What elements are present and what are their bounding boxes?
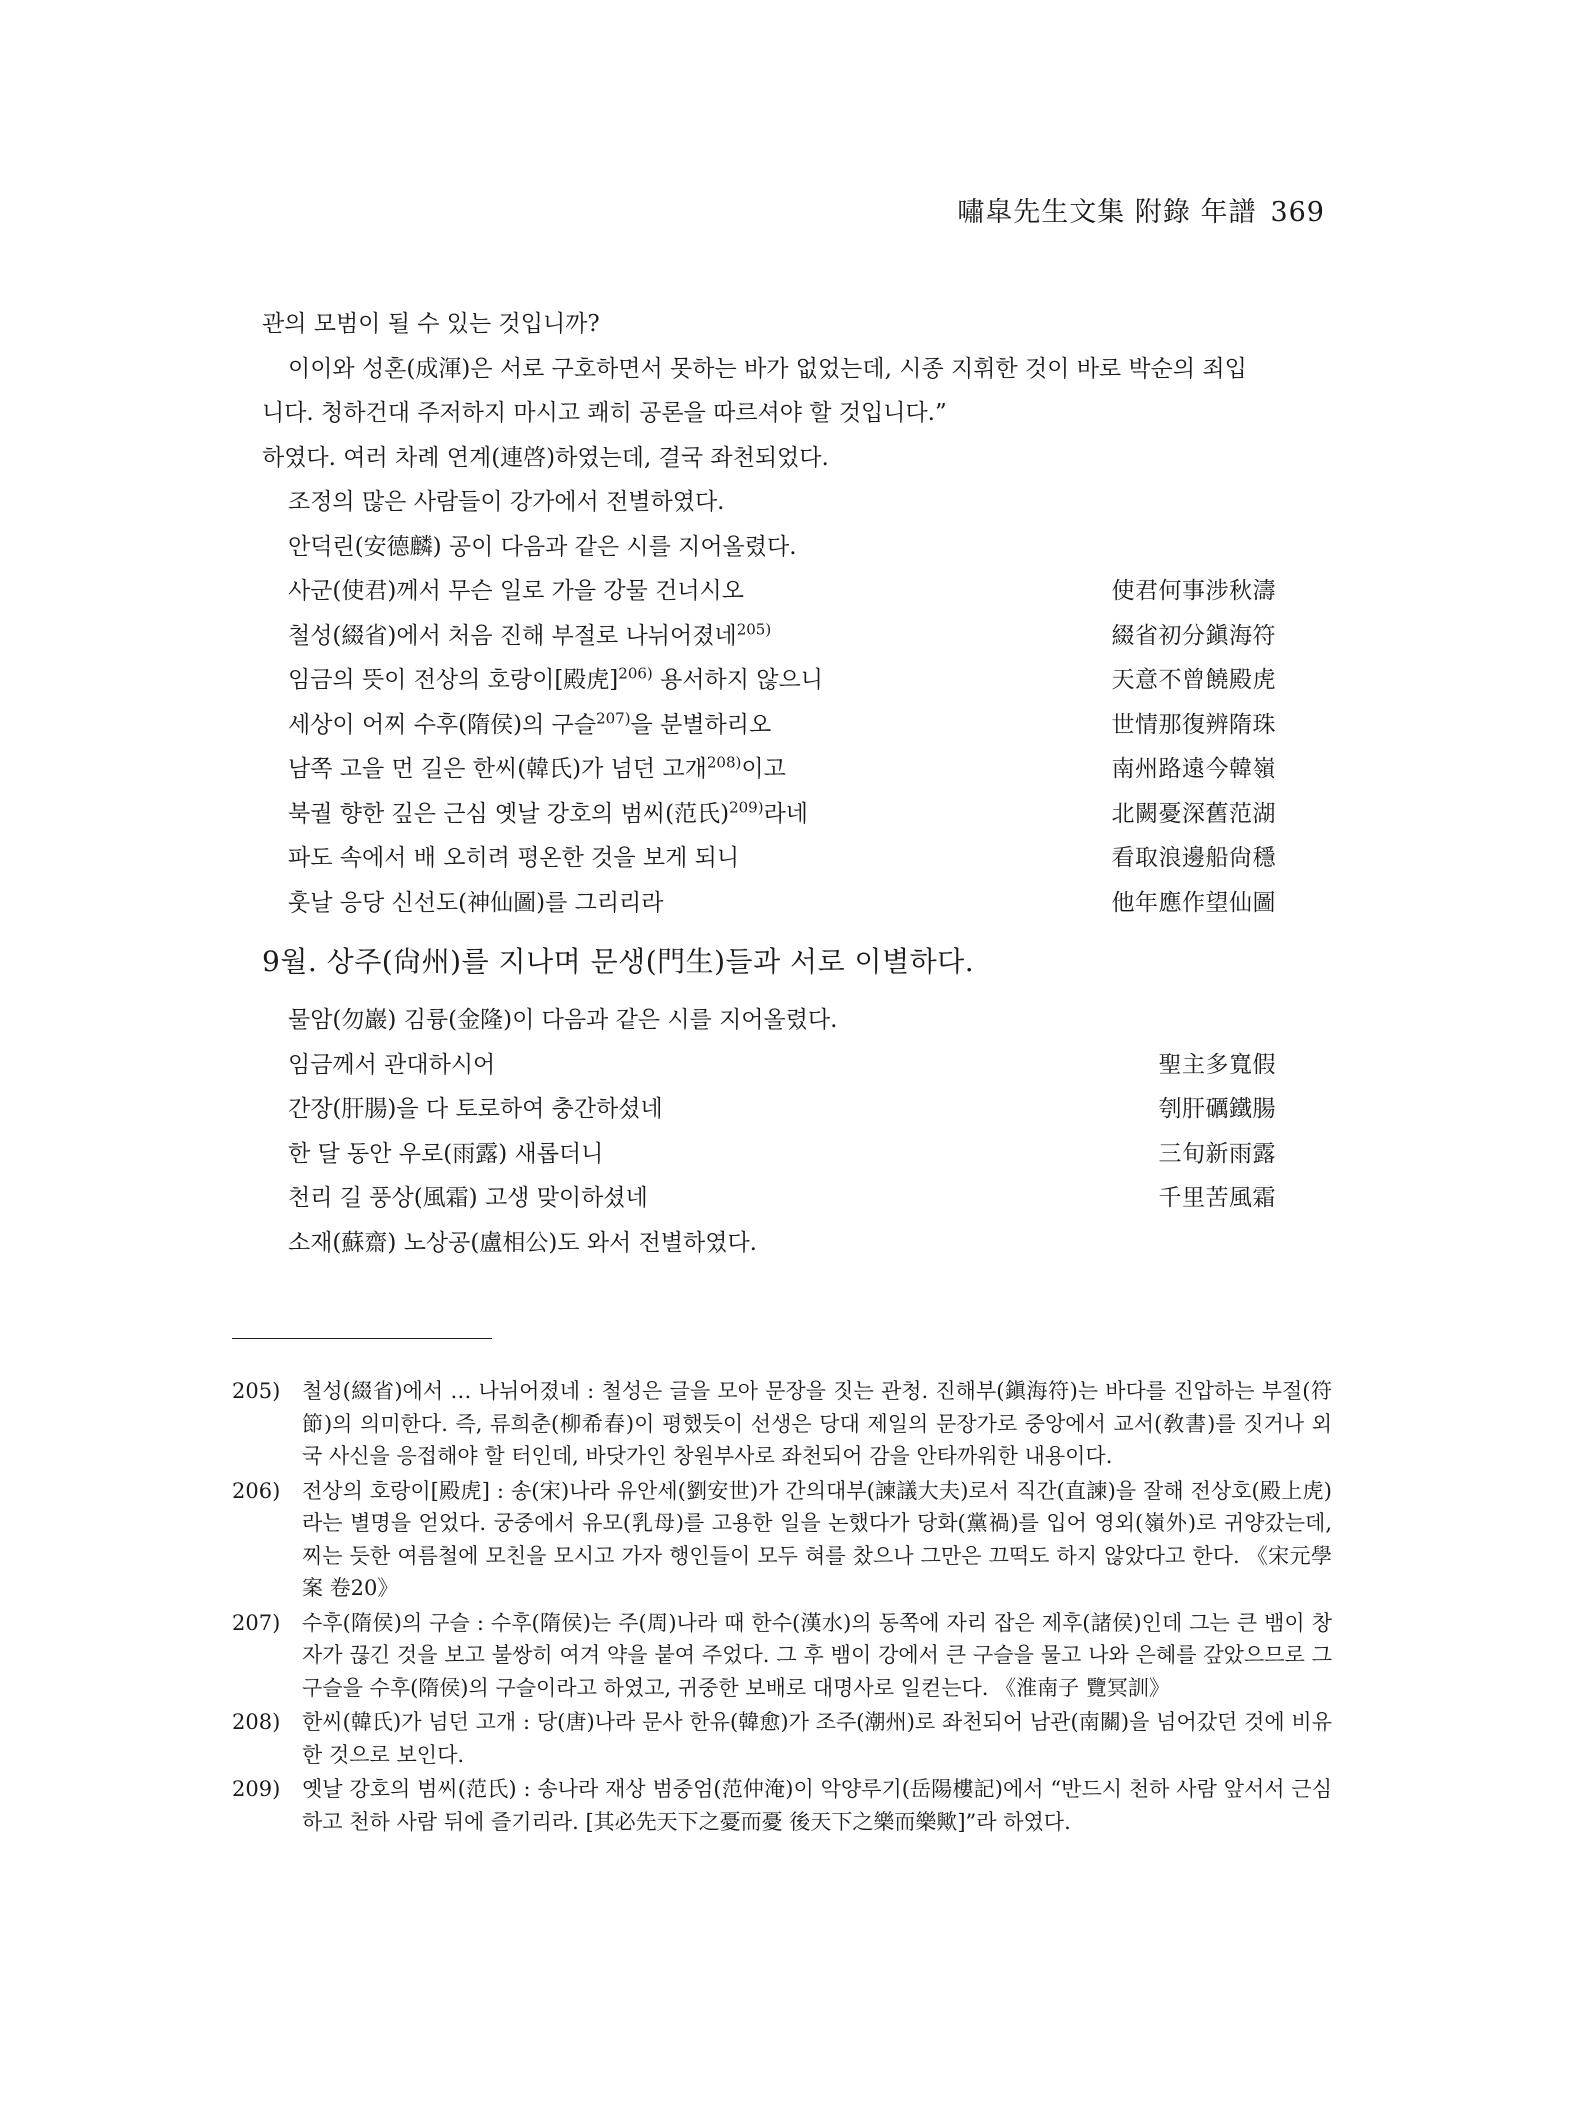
footnote-divider: [232, 1338, 492, 1339]
footnote-ref: 205): [736, 619, 772, 638]
footnote-text: 전상의 호랑이[殿虎] : 송(宋)나라 유안세(劉安世)가 간의대부(諫議大夫)로서 직간(直諫)을 잘해 전상호(殿上虎)라는 별명을 얻었다. 궁중에서 유모(乳母)를 고용한 일을 논했다가 당화(黨禍)를 입어 영외(嶺外)로 귀양갔는데, 찌는 듯한 여름철에 모친을 모시고 가자 행인들이 모두 혀를 찼으나 그만은 끄떡도 하지 않았다고 한다. 《宋元學案 卷20》: [302, 1478, 1332, 1600]
footnote-ref: 206): [618, 664, 653, 683]
poem-line-chinese: 看取浪邊船尙穩: [1111, 845, 1276, 871]
poem-2: [262, 1043, 1312, 1221]
poem-line-chinese: 刳肝礪鐵腸: [1158, 1096, 1276, 1122]
footnote-number: 206): [232, 1478, 281, 1503]
main-text-upper: [262, 302, 1312, 925]
footnotes: [232, 1375, 1332, 1840]
page-header: [957, 190, 1325, 229]
poem-line-chinese: 世情那復辨隋珠: [1111, 711, 1276, 738]
poem-line: 파도 속에서 배 오히려 평온한 것을 보게 되니 看取浪邊船尙穩: [262, 836, 1312, 881]
poem-line-chinese: 北闕憂深舊范湖: [1111, 800, 1276, 827]
footnote-number: 205): [232, 1379, 281, 1403]
footnote-ref: 207): [596, 708, 631, 727]
paragraph: 이이와 성혼(成渾)은 서로 구호하면서 못하는 바가 없었는데, 시종 지휘한 것이 바로 박순의 죄입: [288, 355, 1247, 382]
poem-line-chinese: 三旬新雨露: [1158, 1140, 1276, 1167]
poem-line: 간장(肝腸)을 다 토로하여 충간하셨네 刳肝礪鐵腸: [262, 1087, 1312, 1132]
poem-line: 사군(使君)께서 무슨 일로 가을 강물 건너시오 使君何事涉秋濤: [262, 569, 1312, 614]
paragraph: 소재(蘇齋) 노상공(盧相公)도 와서 전별하였다.: [288, 1229, 757, 1256]
footnote: [232, 1607, 1332, 1705]
poem-line-chinese: 使君何事涉秋濤: [1111, 578, 1276, 604]
footnote: [232, 1375, 1332, 1473]
poem-line: 세상이 어찌 수후(隋侯)의 구슬$^{207)}$을 분별하리오 世情那復辨隋珠: [262, 703, 1312, 748]
main-text-lower: [262, 998, 1312, 1265]
paragraph: 관의 모범이 될 수 있는 것입니까?: [262, 311, 600, 337]
footnote-number: 209): [232, 1777, 281, 1801]
paragraph: 하였다. 여러 차례 연계(連啓)하였는데, 결국 좌천되었다.: [262, 444, 829, 471]
paragraph: 니다. 청하건대 주저하지 마시고 쾌히 공론을 따르셔야 할 것입니다.”: [262, 400, 947, 426]
footnote-number: 208): [232, 1710, 281, 1734]
footnote-ref: 208): [706, 753, 742, 772]
footnote-text: 수후(隋侯)의 구슬 : 수후(隋侯)는 주(周)나라 때 한수(漢水)의 동쪽에 자리 잡은 제후(諸侯)인데 그는 큰 뱀이 창자가 끊긴 것을 보고 불쌍히 여겨 약을 붙여 주었다. 그 후 뱀이 강에서 큰 구슬을 물고 나와 은혜를 갚았으므로 그 구슬을 수후(隋侯)의 구슬이라고 하였고, 귀중한 보배로 대명사로 일컫는다. 《淮南子 覽冥訓》: [302, 1610, 1332, 1700]
running-title: 嘯皐先生文集 附錄 年譜: [957, 197, 1257, 228]
footnote-number: 207): [232, 1610, 281, 1635]
footnote: [232, 1773, 1332, 1838]
page-number: 369: [1270, 197, 1325, 228]
poem-line-chinese: 南州路遠今韓嶺: [1111, 756, 1276, 782]
poem-line: 천리 길 풍상(風霜) 고생 맞이하셨네 千里苦風霜: [262, 1176, 1312, 1221]
poem-line: 임금의 뜻이 전상의 호랑이[殿虎]$^{206)}$ 용서하지 않으니 天意不曾饒殿虎: [262, 658, 1312, 703]
footnote-text: 한씨(韓氏)가 넘던 고개 : 당(唐)나라 문사 한유(韓愈)가 조주(潮州)로 좌천되어 남관(南關)을 넘어갔던 것에 비유한 것으로 보인다.: [302, 1710, 1332, 1767]
poem-line: 철성(綴省)에서 처음 진해 부절로 나뉘어졌네$^{205)}$ 綴省初分鎭海符: [262, 614, 1312, 659]
poem-line: 북궐 향한 깊은 근심 옛날 강호의 범씨(范氏)$^{209)}$라네 北闕憂深舊范湖: [262, 792, 1312, 837]
footnote-ref: 209): [729, 797, 764, 816]
paragraph: 안덕린(安德麟) 공이 다음과 같은 시를 지어올렸다.: [288, 533, 797, 560]
poem-line: 남쪽 고을 먼 길은 한씨(韓氏)가 넘던 고개$^{208)}$이고 南州路遠今韓嶺: [262, 747, 1312, 792]
poem-line-chinese: 千里苦風霜: [1158, 1185, 1276, 1211]
section-heading: 9월. 상주(尙州)를 지나며 문생(門生)들과 서로 이별하다.: [262, 945, 975, 978]
poem-line: 한 달 동안 우로(雨露) 새롭더니 三旬新雨露: [262, 1132, 1312, 1177]
footnote: [232, 1475, 1332, 1605]
poem-line-chinese: 他年應作望仙圖: [1111, 889, 1276, 916]
footnote-text: 철성(綴省)에서 … 나뉘어졌네 : 철성은 글을 모아 문장을 짓는 관청. 진해부(鎭海符)는 바다를 진압하는 부절(符節)의 의미한다. 즉, 류희춘(柳希春)이 평했듯이 선생은 당대 제일의 문장가로 중앙에서 교서(敎書)를 짓거나 외국 사신을 응접해야 할 터인데, 바닷가인 창원부사로 좌천되어 감을 안타까워한 내용이다.: [302, 1379, 1332, 1468]
footnote-text: 옛날 강호의 범씨(范氏) : 송나라 재상 범중엄(范仲淹)이 악양루기(岳陽樓記)에서 “반드시 천하 사람 앞서서 근심하고 천하 사람 뒤에 즐기리라. [其必先天下之憂而憂 後天下之樂而樂歟]”라 하였다.: [302, 1777, 1332, 1834]
poem-line-chinese: 天意不曾饒殿虎: [1111, 667, 1276, 693]
poem-line-chinese: 聖主多寬假: [1158, 1051, 1276, 1078]
paragraph: 조정의 많은 사람들이 강가에서 전별하였다.: [288, 489, 725, 515]
paragraph: 물암(勿巖) 김륭(金隆)이 다음과 같은 시를 지어올렸다.: [288, 1007, 838, 1033]
poem-line: 훗날 응당 신선도(神仙圖)를 그리리라 他年應作望仙圖: [262, 881, 1312, 926]
poem-line: 임금께서 관대하시어 聖主多寬假: [262, 1043, 1312, 1088]
poem-1: [262, 569, 1312, 925]
footnote: [232, 1706, 1332, 1771]
poem-line-chinese: 綴省初分鎭海符: [1111, 622, 1276, 649]
